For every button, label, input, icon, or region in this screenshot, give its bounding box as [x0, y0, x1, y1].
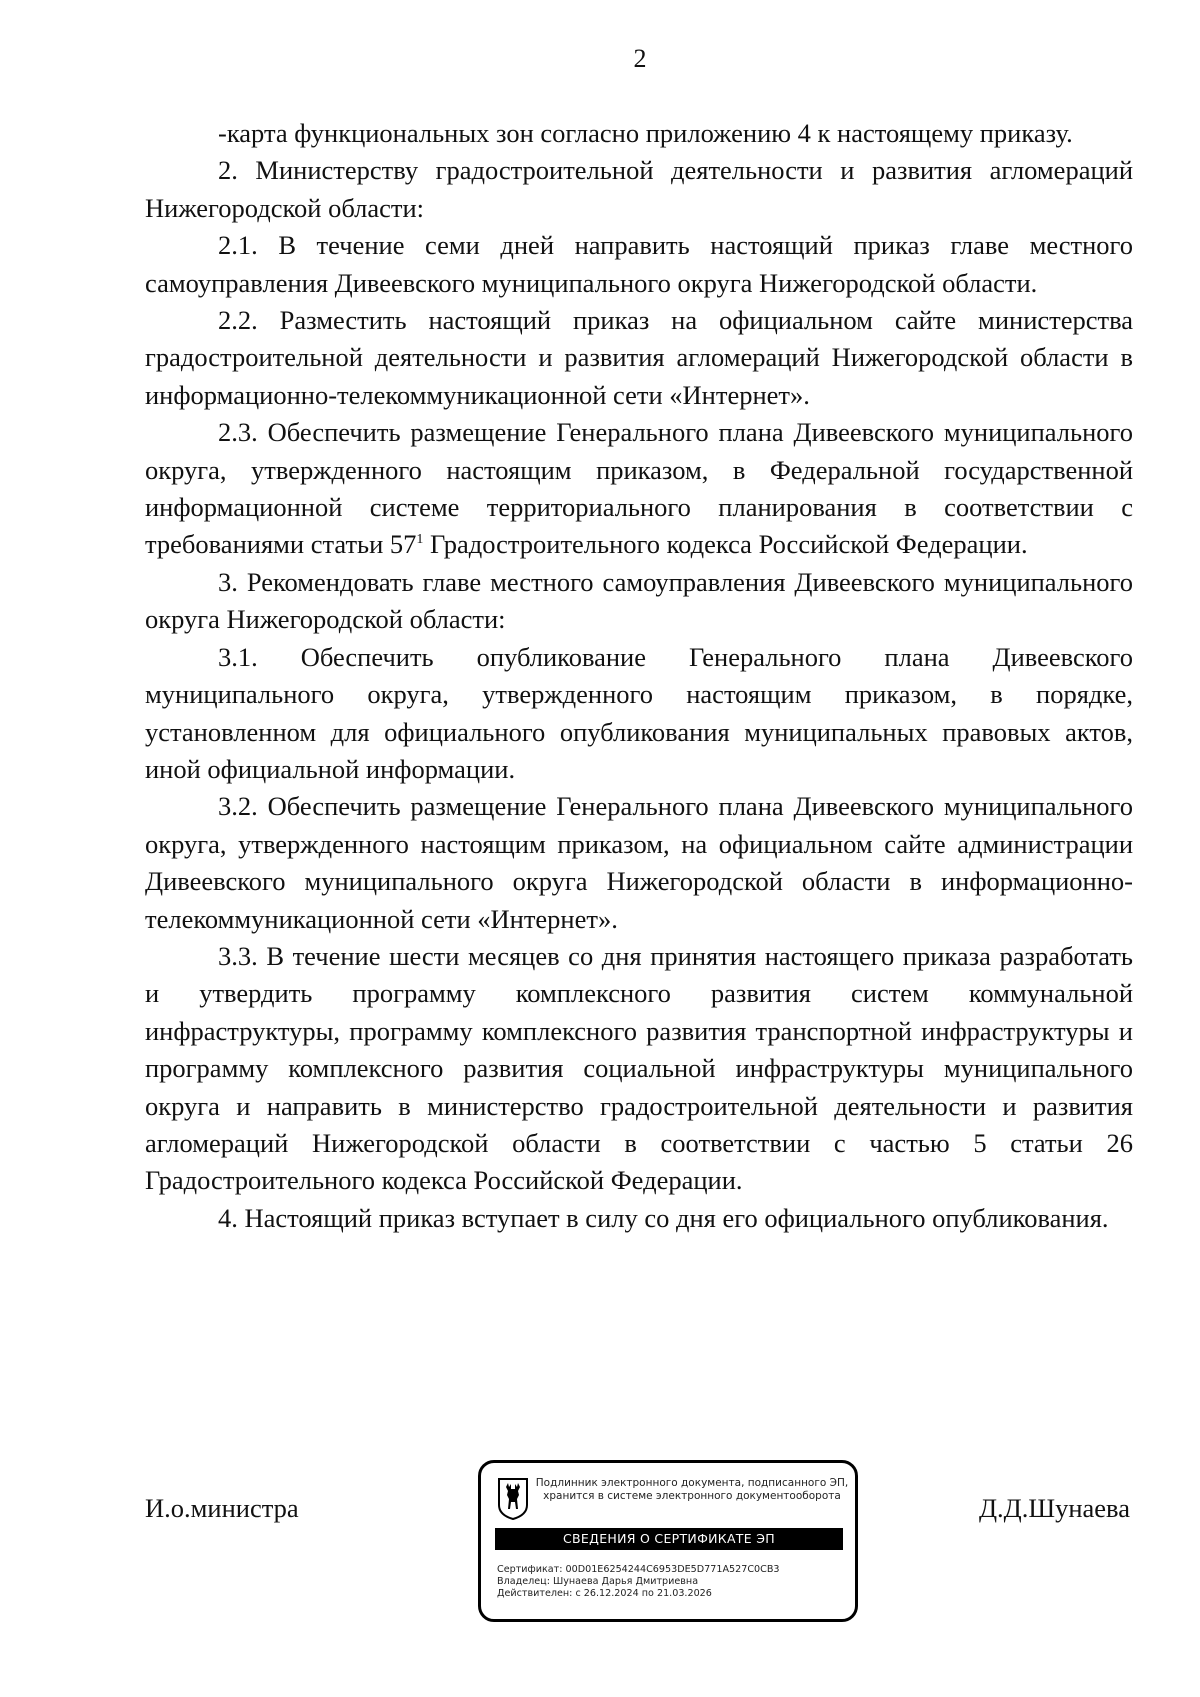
stamp-header	[533, 1477, 851, 1503]
paragraph-2-3	[145, 414, 1133, 564]
paragraph-3-3: 3.3. В течение шести месяцев со дня принятия настоящего приказа разработать и утвердить программу комплексного развития систем коммунальной инфраструктуры, программу комплексного развития транспортной инфраструктуры и программу комплексного развития социальной инфраструктуры муниципального округа и направить в министерство градостроительной деятельности и развития агломераций Нижегородской области в соответствии с частью 5 статьи 26 Градостроительного кодекса Российской Федерации.	[145, 940, 1133, 1196]
paragraph-2-3-text-end: Градостроительного кодекса Российской Федерации.	[423, 529, 1028, 560]
nizhny-novgorod-deer-emblem-icon	[497, 1477, 529, 1521]
paragraph-3: 3. Рекомендовать главе местного самоуправления Дивеевского муниципального округа Нижегородской области:	[145, 566, 1133, 635]
paragraph-map-zones: -карта функциональных зон согласно приложению 4 к настоящему приказу.	[218, 118, 1073, 148]
paragraph-2: 2. Министерству градостроительной деятельности и развития агломераций Нижегородской области:	[145, 155, 1133, 223]
stamp-header-line1: Подлинник электронного документа, подписанного ЭП,	[535, 1477, 849, 1489]
certificate-details	[497, 1564, 847, 1601]
certificate-validity: Действителен: с 26.12.2024 по 21.03.2026	[497, 1588, 712, 1600]
article-superscript: 1	[416, 532, 424, 548]
stamp-header-line2: хранится в системе электронного документооборота	[543, 1490, 841, 1502]
signatory-position: И.о.министра	[145, 1493, 299, 1523]
paragraph-2-2: 2.2. Разместить настоящий приказ на официальном сайте министерства градостроительной деятельности и развития агломераций Нижегородской области в информационно-телекоммуникационной сети «Интернет».	[145, 305, 1133, 410]
paragraph-4: 4. Настоящий приказ вступает в силу со дня его официального опубликования.	[218, 1202, 1109, 1233]
paragraph-3-2: 3.2. Обеспечить размещение Генерального плана Дивеевского муниципального округа, утвержденного настоящим приказом, на официальном сайте администрации Дивеевского муниципального округа Нижегородской области в информационно-телекоммуникационной сети «Интернет».	[145, 791, 1133, 934]
certificate-number: Сертификат: 00D01E6254244C6953DE5D771A527C0CB3	[497, 1564, 780, 1575]
paragraph-2-3-text: 2.3. Обеспечить размещение Генерального плана Дивеевского муниципального округа, утвержденного настоящим приказом, в Федеральной государственной информационной системе территориального планирования в соответствии с требованиями статьи 57	[145, 417, 1133, 560]
document-body	[145, 115, 1133, 1237]
paragraph-2-1: 2.1. В течение семи дней направить настоящий приказ главе местного самоуправления Дивеевского муниципального округа Нижегородской области.	[145, 230, 1133, 298]
certificate-owner: Владелец: Шунаева Дарья Дмитриевна	[497, 1576, 699, 1588]
paragraph-3-1: 3.1. Обеспечить опубликование Генерального плана Дивеевского муниципального округа, утвержденного настоящим приказом, в порядке, установленном для официального опубликования муниципальных правовых актов, иной официальной информации.	[145, 641, 1133, 784]
page-number: 2	[633, 44, 647, 73]
electronic-signature-stamp	[478, 1460, 858, 1622]
certificate-info-bar: СВЕДЕНИЯ О СЕРТИФИКАТЕ ЭП	[495, 1528, 843, 1550]
signatory-name: Д.Д.Шунаева	[978, 1493, 1130, 1523]
